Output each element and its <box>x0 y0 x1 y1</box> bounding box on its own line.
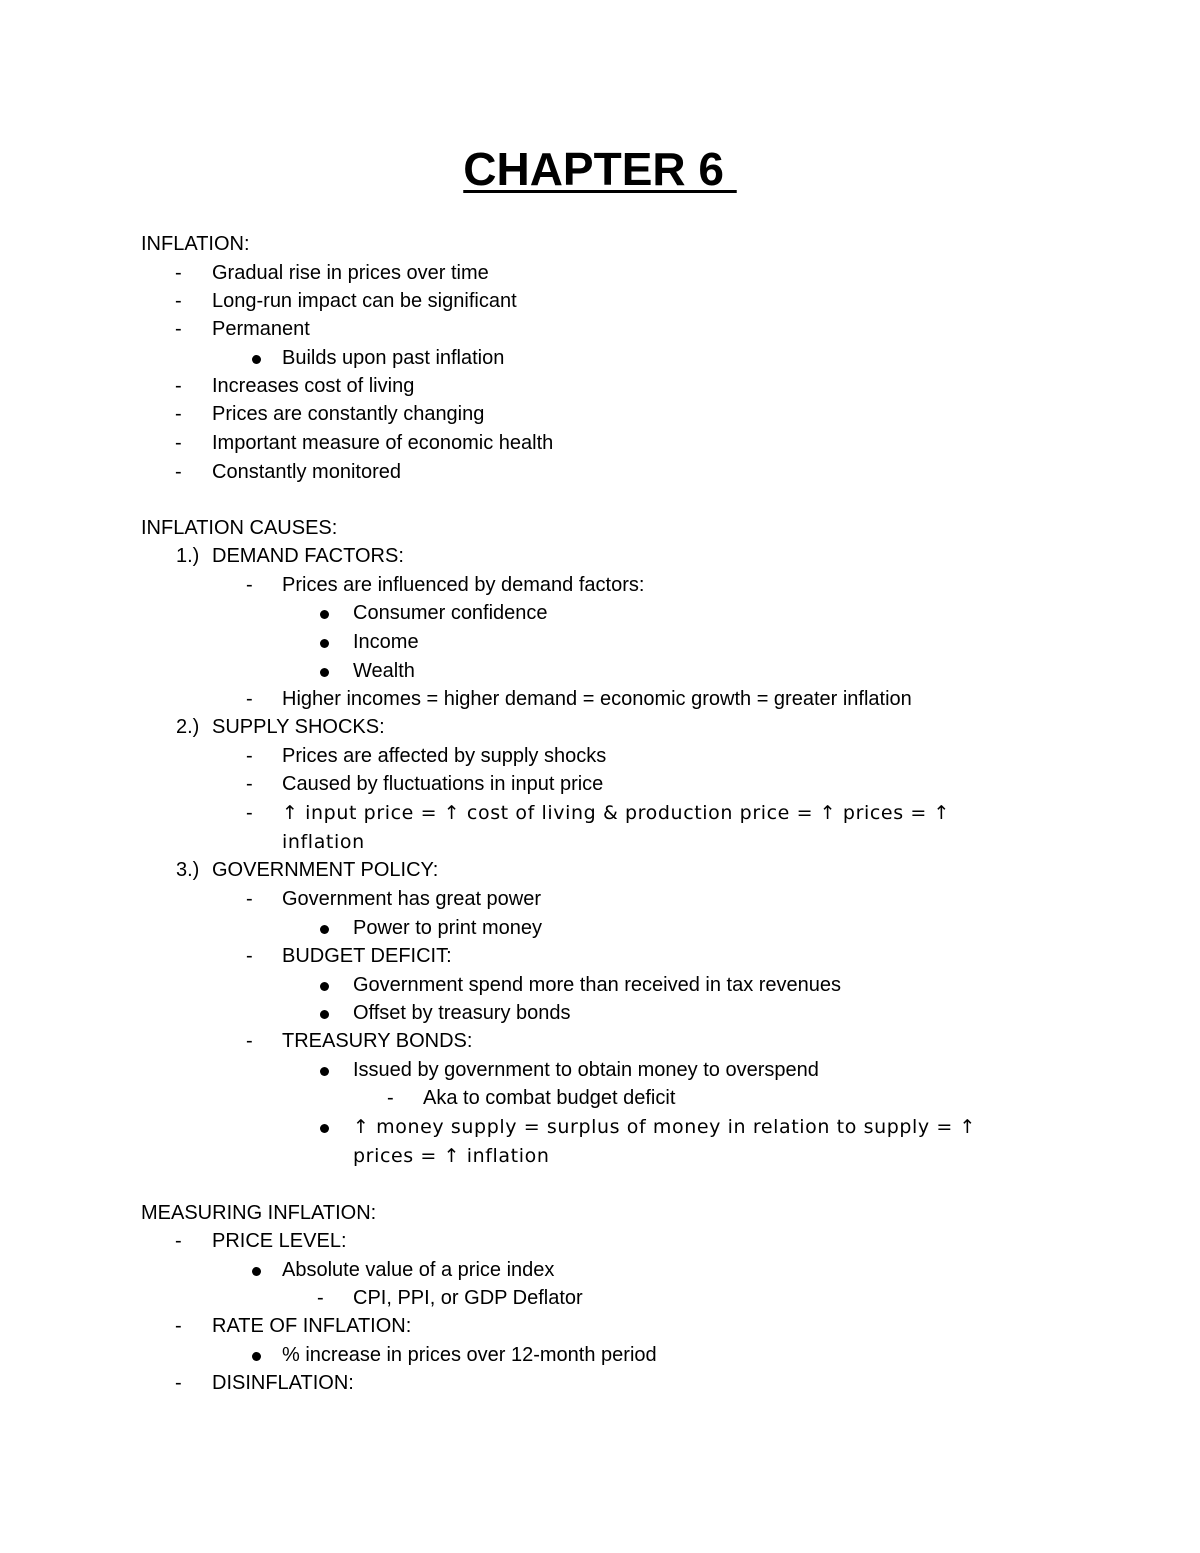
bullet-icon <box>320 1124 329 1133</box>
dash-marker: - <box>246 802 253 824</box>
dash-marker: - <box>175 290 182 312</box>
list-item: Issued by government to obtain money to overspend <box>353 1059 819 1081</box>
page-title: CHAPTER 6 <box>463 143 737 195</box>
list-item: Aka to combat budget deficit <box>423 1087 676 1109</box>
dash-marker: - <box>175 262 182 284</box>
dash-marker: - <box>317 1287 324 1309</box>
list-item: Builds upon past inflation <box>282 347 505 369</box>
list-item: Wealth <box>353 660 415 682</box>
list-item: Power to print money <box>353 917 542 939</box>
list-item: RATE OF INFLATION: <box>212 1315 412 1337</box>
bullet-icon <box>252 1352 261 1361</box>
subsection-heading-government: GOVERNMENT POLICY: <box>212 859 439 881</box>
list-item: Long-run impact can be significant <box>212 290 517 312</box>
dash-marker: - <box>175 403 182 425</box>
list-item: CPI, PPI, or GDP Deflator <box>353 1287 583 1309</box>
dash-marker: - <box>175 375 182 397</box>
list-item: Permanent <box>212 318 310 340</box>
dash-marker: - <box>246 574 253 596</box>
list-number: 1.) <box>176 545 200 567</box>
section-heading-inflation-causes: INFLATION CAUSES: <box>141 517 338 539</box>
dash-marker: - <box>175 432 182 454</box>
list-item: Gradual rise in prices over time <box>212 262 489 284</box>
list-item: Consumer confidence <box>353 602 548 624</box>
bullet-icon <box>252 1267 261 1276</box>
dash-marker: - <box>246 773 253 795</box>
list-item: Absolute value of a price index <box>282 1259 555 1281</box>
list-item: Caused by fluctuations in input price <box>282 773 604 795</box>
bullet-icon <box>320 925 329 934</box>
list-item: Constantly monitored <box>212 461 401 483</box>
list-item: ↑ money supply = surplus of money in relation to supply = ↑ <box>353 1116 977 1138</box>
list-item: Prices are constantly changing <box>212 403 485 425</box>
list-item: Prices are affected by supply shocks <box>282 745 607 767</box>
bullet-icon <box>252 355 261 364</box>
dash-marker: - <box>246 688 253 710</box>
list-item: % increase in prices over 12-month period <box>282 1344 657 1366</box>
list-item: Important measure of economic health <box>212 432 554 454</box>
dash-marker: - <box>246 888 253 910</box>
list-item: BUDGET DEFICIT: <box>282 945 452 967</box>
dash-marker: - <box>175 1372 182 1394</box>
bullet-icon <box>320 610 329 619</box>
list-item: Increases cost of living <box>212 375 415 397</box>
section-heading-measuring-inflation: MEASURING INFLATION: <box>141 1202 377 1224</box>
dash-marker: - <box>175 1230 182 1252</box>
list-item: PRICE LEVEL: <box>212 1230 347 1252</box>
list-item: DISINFLATION: <box>212 1372 354 1394</box>
list-item: Higher incomes = higher demand = economic growth = greater inflation <box>282 688 912 710</box>
list-item: Government spend more than received in tax revenues <box>353 974 842 996</box>
dash-marker: - <box>175 461 182 483</box>
list-number: 3.) <box>176 859 200 881</box>
list-item: Income <box>353 631 419 653</box>
dash-marker: - <box>246 945 253 967</box>
list-item: Offset by treasury bonds <box>353 1002 571 1024</box>
bullet-icon <box>320 982 329 991</box>
subsection-heading-demand: DEMAND FACTORS: <box>212 545 404 567</box>
list-item: ↑ input price = ↑ cost of living & production price = ↑ prices = ↑ <box>282 802 951 824</box>
list-item: Government has great power <box>282 888 542 910</box>
bullet-icon <box>320 1067 329 1076</box>
section-heading-inflation: INFLATION: <box>141 233 250 255</box>
list-item-continuation: inflation <box>282 831 365 853</box>
bullet-icon <box>320 639 329 648</box>
list-item: TREASURY BONDS: <box>282 1030 473 1052</box>
list-item: Prices are influenced by demand factors: <box>282 574 645 596</box>
dash-marker: - <box>175 318 182 340</box>
bullet-icon <box>320 1010 329 1019</box>
dash-marker: - <box>246 745 253 767</box>
subsection-heading-supply: SUPPLY SHOCKS: <box>212 716 385 738</box>
list-item-continuation: prices = ↑ inflation <box>353 1145 550 1167</box>
dash-marker: - <box>387 1087 394 1109</box>
dash-marker: - <box>175 1315 182 1337</box>
list-number: 2.) <box>176 716 200 738</box>
dash-marker: - <box>246 1030 253 1052</box>
bullet-icon <box>320 668 329 677</box>
